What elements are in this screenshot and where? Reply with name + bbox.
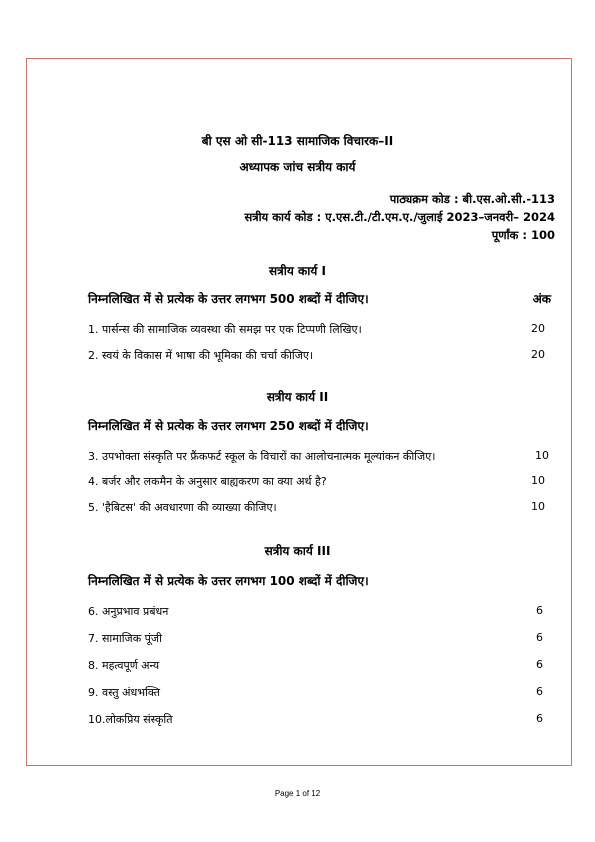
section-instruction: निम्नलिखित में से प्रत्येक के उत्तर लगभग 100 शब्दों में दीजिए। bbox=[88, 574, 369, 588]
question-text: 2. स्वयं के विकास में भाषा की भूमिका की चर्चा कीजिए। bbox=[88, 349, 314, 362]
section-title: सत्रीय कार्य III bbox=[264, 544, 331, 558]
assignment-title: अध्यापक जांच सत्रीय कार्य bbox=[239, 160, 356, 174]
assignment-code: सत्रीय कार्य कोड : ए.एस.टी./टी.एम.ए./जुलाई 2023–जनवरी– 2024 bbox=[244, 210, 555, 224]
question-marks: 20 bbox=[531, 322, 545, 335]
question-text: 5. 'हैबिटस' की अवधारणा की व्याख्या कीजिए। bbox=[88, 501, 277, 514]
question-marks: 10 bbox=[535, 449, 549, 462]
section-title: सत्रीय कार्य II bbox=[266, 390, 329, 404]
question-text: 7. सामाजिक पूंजी bbox=[88, 632, 162, 645]
question-marks: 6 bbox=[536, 604, 543, 617]
question-text: 1. पार्सन्स की सामाजिक व्यवस्था की समझ पर एक टिप्पणी लिखिए। bbox=[88, 323, 362, 336]
section-instruction: निम्नलिखित में से प्रत्येक के उत्तर लगभग 500 शब्दों में दीजिए। bbox=[88, 292, 369, 306]
section-title: सत्रीय कार्य I bbox=[269, 264, 326, 278]
question-marks: 20 bbox=[531, 348, 545, 361]
question-marks: 10 bbox=[531, 500, 545, 513]
question-marks: 6 bbox=[536, 712, 543, 725]
question-text: 6. अनुप्रभाव प्रबंधन bbox=[88, 605, 169, 618]
question-marks: 10 bbox=[531, 474, 545, 487]
course-title: बी एस ओ सी-113 सामाजिक विचारक–II bbox=[201, 134, 394, 148]
question-text: 9. वस्तु अंधभक्ति bbox=[88, 686, 161, 699]
course-code: पाठ्यक्रम कोड : बी.एस.ओ.सी.-113 bbox=[389, 192, 555, 206]
marks-header: अंक bbox=[532, 292, 551, 306]
question-text: 4. बर्जर और लकमैन के अनुसार बाह्यकरण का क्या अर्थ है? bbox=[88, 475, 327, 488]
question-marks: 6 bbox=[536, 685, 543, 698]
page-number: Page 1 of 12 bbox=[274, 789, 321, 798]
question-marks: 6 bbox=[536, 658, 543, 671]
section-instruction: निम्नलिखित में से प्रत्येक के उत्तर लगभग 250 शब्दों में दीजिए। bbox=[88, 419, 369, 433]
question-marks: 6 bbox=[536, 631, 543, 644]
question-text: 3. उपभोक्ता संस्कृति पर फ्रैंकफर्ट स्कूल के विचारों का आलोचनात्मक मूल्यांकन कीजिए। bbox=[88, 450, 436, 463]
max-marks: पूर्णांक : 100 bbox=[491, 228, 555, 242]
question-text: 8. महत्वपूर्ण अन्य bbox=[88, 659, 160, 672]
question-text: 10.लोकप्रिय संस्कृति bbox=[88, 713, 173, 726]
